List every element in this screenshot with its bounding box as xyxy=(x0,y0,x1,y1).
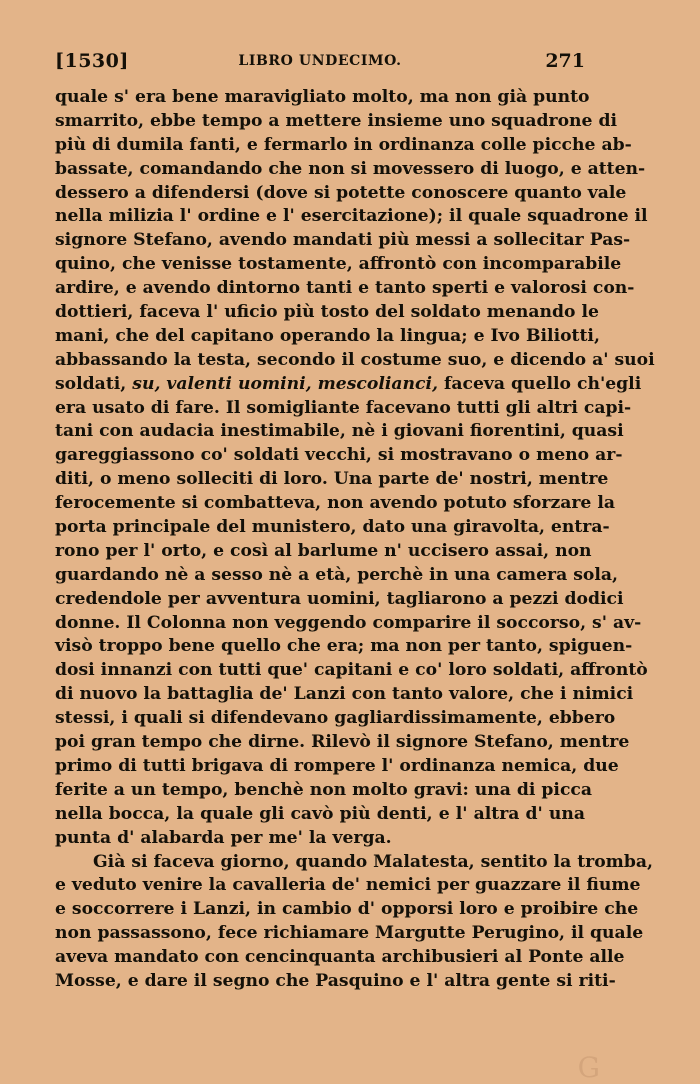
text-line: signore Stefano, avendo mandati più messi a sollecitar Pas- xyxy=(55,230,631,251)
text-line: diti, o meno solleciti di loro. Una parte de' nostri, mentre xyxy=(55,469,609,490)
text-line: smarrito, ebbe tempo a mettere insieme uno squadrone di xyxy=(55,110,617,131)
text-line: dessero a difendersi (dove si potette conoscere quanto vale xyxy=(55,182,627,203)
text-line: quino, che venisse tostamente, affrontò con incomparabile xyxy=(55,254,622,275)
book-page xyxy=(55,50,655,994)
text-line: primo di tutti brigava di rompere l' ordinanza nemica, due xyxy=(55,755,619,776)
watermark-logo: G xyxy=(577,1051,600,1084)
text-line: quale s' era bene maravigliato molto, ma non già punto xyxy=(55,87,590,107)
text-line: e soccorrere i Lanzi, in cambio d' opporsi loro e proibire che xyxy=(55,899,639,920)
text-line: dottieri, faceva l' uficio più tosto del soldato menando le xyxy=(55,302,599,323)
italic-quote: su, valenti uomini, mescolianci, xyxy=(132,373,439,394)
text-line: rono per l' orto, e così al barlume n' uccisero assai, non xyxy=(55,540,592,561)
book-section-title: LIBRO UNDECIMO. xyxy=(238,53,402,69)
text-line: di nuovo la battaglia de' Lanzi con tanto valore, che i nimici xyxy=(55,684,634,705)
text-line: donne. Il Colonna non veggendo comparire il soccorso, s' av- xyxy=(55,612,642,633)
text-line-italic-quote xyxy=(55,373,642,397)
text-line: credendole per avventura uomini, tagliarono a pezzi dodici xyxy=(55,588,624,609)
body-text xyxy=(55,86,655,994)
text-line: porta principale del munistero, dato una giravolta, entra- xyxy=(55,517,610,538)
text-run: faceva quello ch'egli xyxy=(438,373,642,394)
text-line: e veduto venire la cavalleria de' nemici per guazzare il fiume xyxy=(55,875,641,896)
text-line: era usato di fare. Il somigliante facevano tutti gli altri capi- xyxy=(55,397,632,418)
text-line: aveva mandato con cencinquanta archibusieri al Ponte alle xyxy=(55,947,625,968)
text-line: bassate, comandando che non si movessero di luogo, e atten- xyxy=(55,158,646,179)
paragraph-2 xyxy=(55,851,653,994)
text-line: mani, che del capitano operando la lingua; e Ivo Biliotti, xyxy=(55,325,600,346)
running-head xyxy=(55,50,585,80)
text-line: tani con audacia inestimabile, nè i giovani fiorentini, quasi xyxy=(55,421,624,442)
text-line: nella milizia l' ordine e l' esercitazione); il quale squadrone il xyxy=(55,206,648,227)
text-line: guardando nè a sesso nè a età, perchè in una camera sola, xyxy=(55,564,618,585)
text-line: poi gran tempo che dirne. Rilevò il signore Stefano, mentre xyxy=(55,732,630,753)
text-line: ferocemente si combatteva, non avendo potuto sforzare la xyxy=(55,493,615,514)
text-line: ardire, e avendo dintorno tanti e tanto sperti e valorosi con- xyxy=(55,278,635,299)
text-line: non passassono, fece richiamare Margutte Perugino, il quale xyxy=(55,923,644,944)
text-run: soldati, xyxy=(55,373,133,394)
paragraph-1 xyxy=(55,86,655,851)
text-line: dosi innanzi con tutti que' capitani e co' loro soldati, affrontò xyxy=(55,660,648,681)
text-line: più di dumila fanti, e fermarlo in ordinanza colle picche ab- xyxy=(55,134,632,155)
text-line: Mosse, e dare il segno che Pasquino e l' altra gente si riti- xyxy=(55,970,616,991)
text-line: gareggiassono co' soldati vecchi, si mostravano o meno ar- xyxy=(55,445,623,466)
text-line: ferite a un tempo, benchè non molto gravi: una di picca xyxy=(55,779,593,800)
page-number: 271 xyxy=(545,50,585,72)
text-line: abbassando la testa, secondo il costume suo, e dicendo a' suoi xyxy=(55,349,655,370)
text-line: nella bocca, la quale gli cavò più denti, e l' altra d' una xyxy=(55,803,585,824)
year-bracket: [1530] xyxy=(55,50,129,72)
text-line: stessi, i quali si difendevano gagliardissimamente, ebbero xyxy=(55,708,616,729)
text-line: punta d' alabarda per me' la verga. xyxy=(55,827,392,848)
text-line: Già si faceva giorno, quando Malatesta, sentito la tromba, xyxy=(93,851,653,872)
text-line: visò troppo bene quello che era; ma non per tanto, spiguen- xyxy=(55,636,633,657)
